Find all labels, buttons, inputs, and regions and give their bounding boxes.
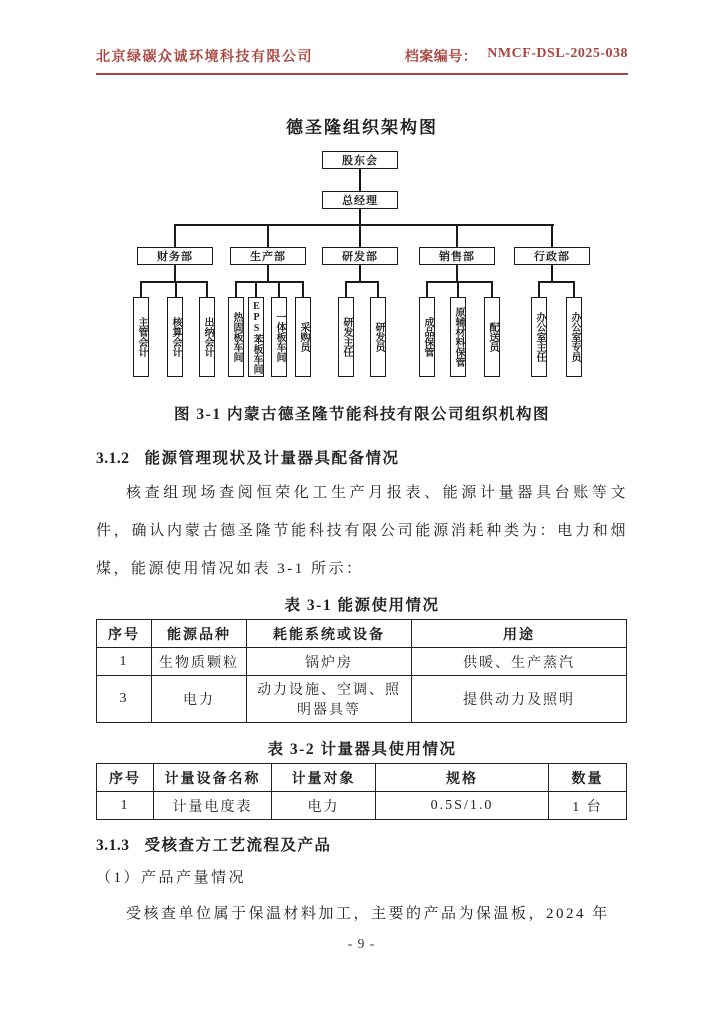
- org-node-dept-production: 生产部: [230, 247, 306, 265]
- connector-line: [377, 283, 379, 298]
- table31-caption: 表 3-1 能源使用情况: [284, 597, 440, 614]
- org-leaf-node: 研发主任: [338, 297, 354, 377]
- section-number: 3.1.2: [96, 450, 130, 467]
- column-header: 计量设备名称: [154, 764, 272, 792]
- connector-line: [457, 283, 459, 298]
- table-row: [97, 648, 627, 676]
- table-cell: 0.5S/1.0: [376, 792, 549, 820]
- connector-line: [551, 226, 553, 247]
- connector-line: [302, 283, 304, 298]
- connector-line: [426, 281, 493, 283]
- connector-line: [359, 209, 361, 225]
- column-header: 规格: [376, 764, 549, 792]
- org-leaf-node: 出纳会计: [199, 297, 215, 377]
- section-heading-313: [96, 833, 628, 855]
- org-leaf-node: 采购员: [295, 297, 311, 377]
- connector-line: [573, 283, 575, 298]
- org-leaf-node: EPS苯板车间: [248, 297, 264, 377]
- connector-line: [426, 283, 428, 298]
- connector-line: [140, 283, 142, 298]
- connector-line: [491, 283, 493, 298]
- body-paragraph: 核查组现场查阅恒荣化工生产月报表、能源计量器具台账等文件，确认内蒙古德圣隆节能科技有限公司能源消耗种类为：电力和烟煤，能源使用情况如表 3-1 所示：: [96, 485, 628, 577]
- connector-line: [235, 281, 304, 283]
- connector-line: [359, 169, 361, 191]
- connector-line: [255, 283, 257, 298]
- table-cell: 电力: [152, 676, 247, 723]
- org-leaf-node: 热固板车间: [228, 297, 244, 377]
- company-name: 北京绿碳众诚环境科技有限公司: [96, 50, 313, 65]
- table-cell: 供暖、生产蒸汽: [412, 648, 627, 676]
- org-leaf-node: 原辅材料保管: [450, 297, 466, 377]
- table-cell: 1: [97, 792, 154, 820]
- connector-line: [175, 283, 177, 298]
- org-leaf-node: 核算会计: [167, 297, 183, 377]
- connector-line: [235, 283, 237, 298]
- column-header: 能源品种: [152, 620, 247, 648]
- connector-line: [345, 281, 379, 283]
- connector-line: [267, 226, 269, 247]
- column-header: 序号: [97, 620, 152, 648]
- table-header-row: [97, 620, 627, 648]
- table-metering-devices: [96, 763, 627, 820]
- section-title: 受核查方工艺流程及产品: [144, 837, 332, 854]
- connector-line: [538, 283, 540, 298]
- figure-caption: 图 3-1 内蒙古德圣隆节能科技有限公司组织机构图: [174, 406, 550, 423]
- org-leaf-node: 办公室主任: [531, 297, 547, 377]
- org-leaf-node: 办公室专员: [566, 297, 582, 377]
- connector-line: [174, 226, 176, 247]
- connector-line: [140, 281, 208, 283]
- org-node-manager: 总经理: [322, 191, 398, 209]
- column-header: 计量对象: [272, 764, 376, 792]
- table-cell: 3: [97, 676, 152, 723]
- table-cell: 电力: [272, 792, 376, 820]
- org-leaf-node: 成品保管: [419, 297, 435, 377]
- column-header: 数量: [549, 764, 627, 792]
- org-leaf-node: 一体板车间: [271, 297, 287, 377]
- table-cell: 计量电度表: [154, 792, 272, 820]
- table-row: [97, 676, 627, 723]
- org-chart: [96, 147, 626, 381]
- org-node-dept-sales: 销售部: [419, 247, 495, 265]
- archive-value: NMCF-DSL-2025-038: [487, 46, 628, 61]
- section-title: 能源管理现状及计量器具配备情况: [144, 450, 400, 467]
- connector-line: [345, 283, 347, 298]
- table-energy-usage: [96, 619, 627, 723]
- table-cell: 1: [97, 648, 152, 676]
- page-header: [96, 46, 628, 75]
- table-cell: 动力设施、空调、照明器具等: [247, 676, 412, 723]
- connector-line: [359, 226, 361, 247]
- table32-caption: 表 3-2 计量器具使用情况: [267, 741, 457, 758]
- column-header: 序号: [97, 764, 154, 792]
- connector-line: [551, 265, 553, 282]
- connector-line: [206, 283, 208, 298]
- connector-line: [456, 226, 458, 247]
- org-leaf-node: 主管会计: [133, 297, 149, 377]
- org-node-dept-finance: 财务部: [137, 247, 213, 265]
- org-leaf-node: 研发员: [370, 297, 386, 377]
- table-row: [97, 792, 627, 820]
- body-paragraph: 受核查单位属于保温材料加工，主要的产品为保温板，2024 年: [126, 906, 610, 922]
- connector-line: [278, 283, 280, 298]
- table-cell: 生物质颗粒: [152, 648, 247, 676]
- connector-line: [456, 265, 458, 282]
- org-chart-title: 德圣隆组织架构图: [286, 118, 438, 137]
- org-leaf-node: 配送员: [484, 297, 500, 377]
- connector-line: [174, 224, 554, 226]
- org-node-root: 股东会: [322, 151, 398, 169]
- section-heading-312: [96, 446, 628, 468]
- connector-line: [359, 265, 361, 282]
- page-number: - 9 -: [347, 936, 376, 951]
- archive-label: 档案编号：: [404, 50, 478, 65]
- org-node-dept-admin: 行政部: [514, 247, 590, 265]
- table-header-row: [97, 764, 627, 792]
- list-item: （1）产品产量情况: [96, 870, 247, 886]
- connector-line: [174, 265, 176, 282]
- archive-number: [405, 46, 628, 66]
- column-header: 耗能系统或设备: [247, 620, 412, 648]
- table-cell: 1 台: [549, 792, 627, 820]
- connector-line: [538, 281, 575, 283]
- connector-line: [267, 265, 269, 282]
- table-cell: 锅炉房: [247, 648, 412, 676]
- org-node-dept-rnd: 研发部: [322, 247, 398, 265]
- section-number: 3.1.3: [96, 837, 130, 854]
- column-header: 用途: [412, 620, 627, 648]
- table-cell: 提供动力及照明: [412, 676, 627, 723]
